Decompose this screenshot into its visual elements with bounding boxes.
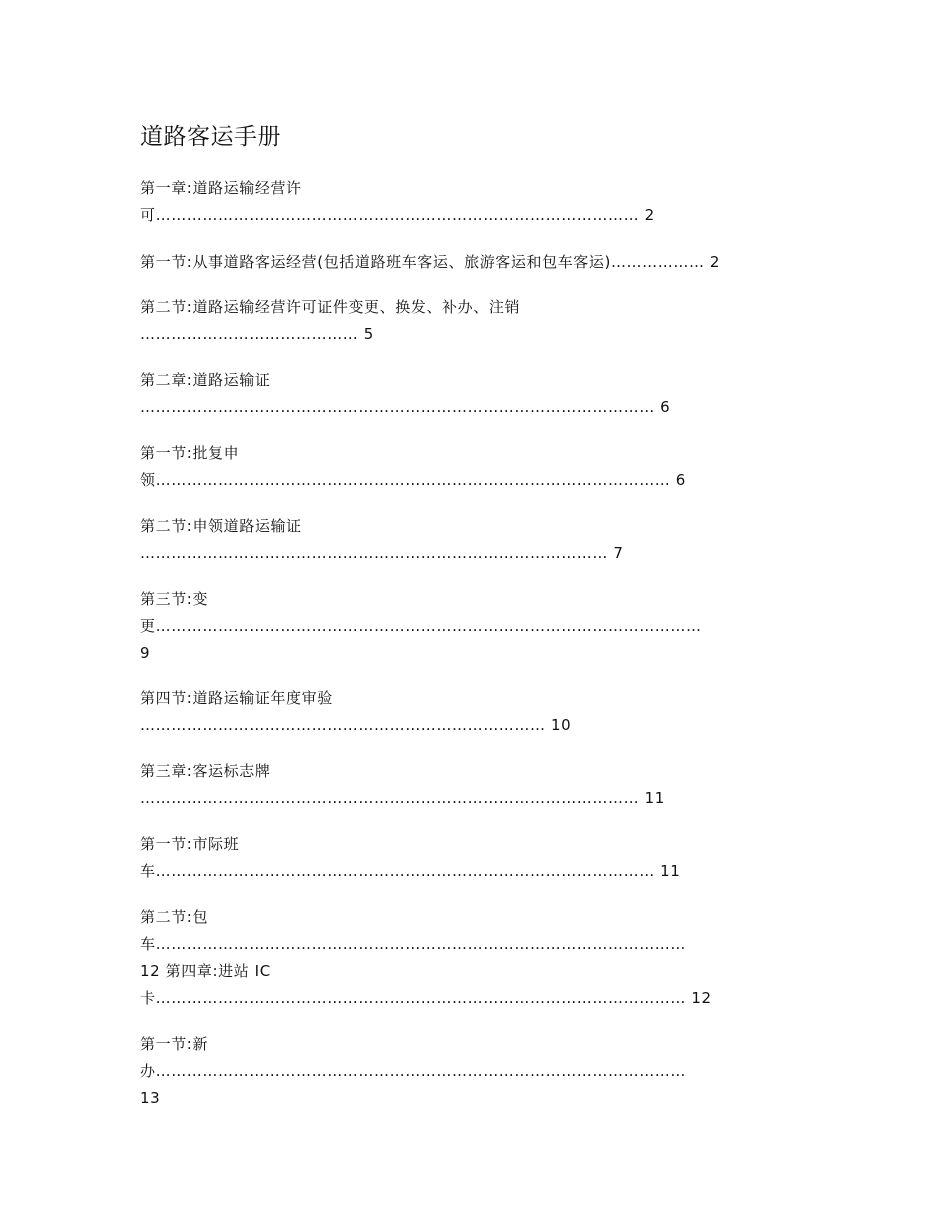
toc-line: …………………………………………………………………………………… 11 — [140, 789, 665, 807]
document-title: 道路客运手册 — [140, 124, 281, 150]
toc-line: 9 — [140, 644, 151, 662]
toc-line: 第三章:客运标志牌 — [140, 762, 271, 780]
toc-line: 第四节:道路运输证年度审验 — [140, 689, 333, 707]
toc-line: …………………………………………………………………… 10 — [140, 716, 572, 734]
toc-line: …………………………………… 5 — [140, 325, 374, 343]
toc-line: 第一节:从事道路客运经营(包括道路班车客运、旅游客运和包车客运)……………… 2 — [140, 253, 721, 271]
toc-line: 第一章:道路运输经营许 — [140, 179, 302, 197]
toc-line: 第一节:市际班 — [140, 835, 240, 853]
toc-line: 车…………………………………………………………………………………… 11 — [140, 862, 681, 880]
toc-line: 12 第四章:进站 IC — [140, 962, 271, 980]
toc-line: 第二节:道路运输经营许可证件变更、换发、补办、注销 — [140, 298, 521, 316]
toc-line: 第三节:变 — [140, 590, 209, 608]
toc-line: 第二节:包 — [140, 908, 209, 926]
toc-line: 车………………………………………………………………………………………… — [140, 935, 686, 953]
toc-line: 办………………………………………………………………………………………… — [140, 1062, 686, 1080]
toc-line: 13 — [140, 1089, 161, 1107]
toc-line: 卡………………………………………………………………………………………… 12 — [140, 989, 712, 1007]
toc-line: 第二章:道路运输证 — [140, 371, 271, 389]
toc-line: 更…………………………………………………………………………………………… — [140, 617, 702, 635]
toc-line: 第二节:申领道路运输证 — [140, 517, 302, 535]
toc-line: 可………………………………………………………………………………… 2 — [140, 206, 655, 224]
toc-line: 领……………………………………………………………………………………… 6 — [140, 471, 686, 489]
toc-line: 第一节:新 — [140, 1035, 209, 1053]
toc-line: ……………………………………………………………………………………… 6 — [140, 398, 671, 416]
toc-line: 第一节:批复申 — [140, 444, 240, 462]
toc-line: ……………………………………………………………………………… 7 — [140, 544, 624, 562]
